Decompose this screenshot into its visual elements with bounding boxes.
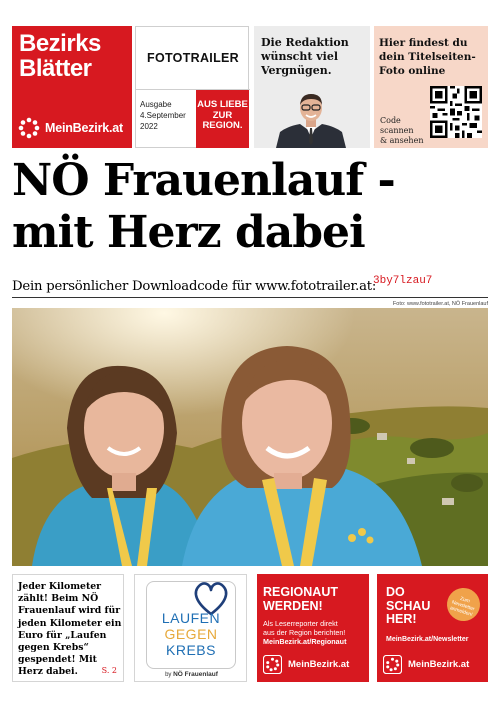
- lgk-byline: by NÖ Frauenlauf: [165, 671, 218, 678]
- newsletter-brand: [383, 655, 469, 674]
- issue-info: Ausgabe 4.September 2022: [140, 100, 186, 131]
- teaser-newsletter[interactable]: [377, 574, 488, 682]
- lgk-word-1: LAUFEN: [161, 610, 221, 626]
- newsletter-title: DO SCHAU HER!: [386, 585, 431, 626]
- lgk-logo: [146, 581, 236, 669]
- teaser-page-ref: S. 2: [101, 666, 117, 675]
- qr-code-icon[interactable]: [430, 86, 482, 138]
- masthead: [12, 26, 488, 148]
- cover-photo-illustration: [12, 308, 488, 566]
- regionaut-body: Als Leserreporter direkt aus der Region berichten! MeinBezirk.at/Regionaut: [263, 619, 347, 646]
- meinbezirk-logo-icon: [263, 655, 282, 674]
- lgk-word-3: KREBS: [166, 642, 216, 658]
- editor-box: [254, 26, 370, 148]
- photo-credit: Foto: www.fototrailer.at, NÖ Frauenlauf: [392, 301, 488, 307]
- headline-rule: [12, 297, 488, 298]
- promo-text: Hier findest du dein Titelseiten-Foto online: [379, 37, 476, 77]
- logo-site: MeinBezirk.at: [45, 121, 123, 135]
- lgk-word-2: GEGEN: [164, 626, 218, 642]
- editor-text: Die Redaktion wünscht viel Vergnügen.: [261, 36, 349, 77]
- bezirksblaetter-logo[interactable]: [12, 26, 132, 148]
- teaser-kilometer-text: Jeder Kilometer zählt! Beim NÖ Frauenlauf wird für jeden Kilometer ein Euro für „Laufen gegen Krebs“ gespendet! Mit Herz dabei.: [18, 581, 122, 678]
- newsletter-brand-text: MeinBezirk.at: [408, 659, 470, 670]
- headline-line-2: mit Herz dabei: [12, 207, 365, 258]
- headline: [12, 155, 488, 259]
- editor-photo: [276, 88, 346, 148]
- regionaut-brand: [263, 655, 349, 674]
- promo-box: [374, 26, 488, 148]
- meinbezirk-logo-icon: [383, 655, 402, 674]
- qr-caption: Code scannen & ansehen: [380, 116, 424, 145]
- headline-line-1: NÖ Frauenlauf -: [12, 155, 395, 206]
- newsletter-link[interactable]: MeinBezirk.at/Newsletter: [386, 636, 469, 643]
- logo-foot: [18, 117, 123, 139]
- teaser-laufen-gegen-krebs[interactable]: [134, 574, 247, 682]
- download-subline: Dein persönlicher Downloadcode für www.fototrailer.at:: [12, 279, 377, 294]
- slogan-badge: AUS LIEBE ZUR REGION.: [196, 90, 249, 148]
- teaser-kilometer[interactable]: [12, 574, 124, 682]
- meinbezirk-logo-icon: [18, 117, 40, 139]
- regionaut-title: REGIONAUT WERDEN!: [263, 585, 338, 613]
- regionaut-brand-text: MeinBezirk.at: [288, 659, 350, 670]
- download-code[interactable]: 3by7lzau7: [373, 275, 433, 287]
- regionaut-link[interactable]: MeinBezirk.at/Regionaut: [263, 637, 347, 646]
- logo-title: Bezirks Blätter: [19, 30, 101, 82]
- cover-photo: [12, 308, 488, 566]
- newsletter-badge: Zum Newsletter anmelden!: [443, 584, 485, 626]
- tag-label: FOTOTRAILER: [147, 51, 239, 65]
- teaser-regionaut[interactable]: [257, 574, 369, 682]
- fototrailer-box: [135, 26, 249, 148]
